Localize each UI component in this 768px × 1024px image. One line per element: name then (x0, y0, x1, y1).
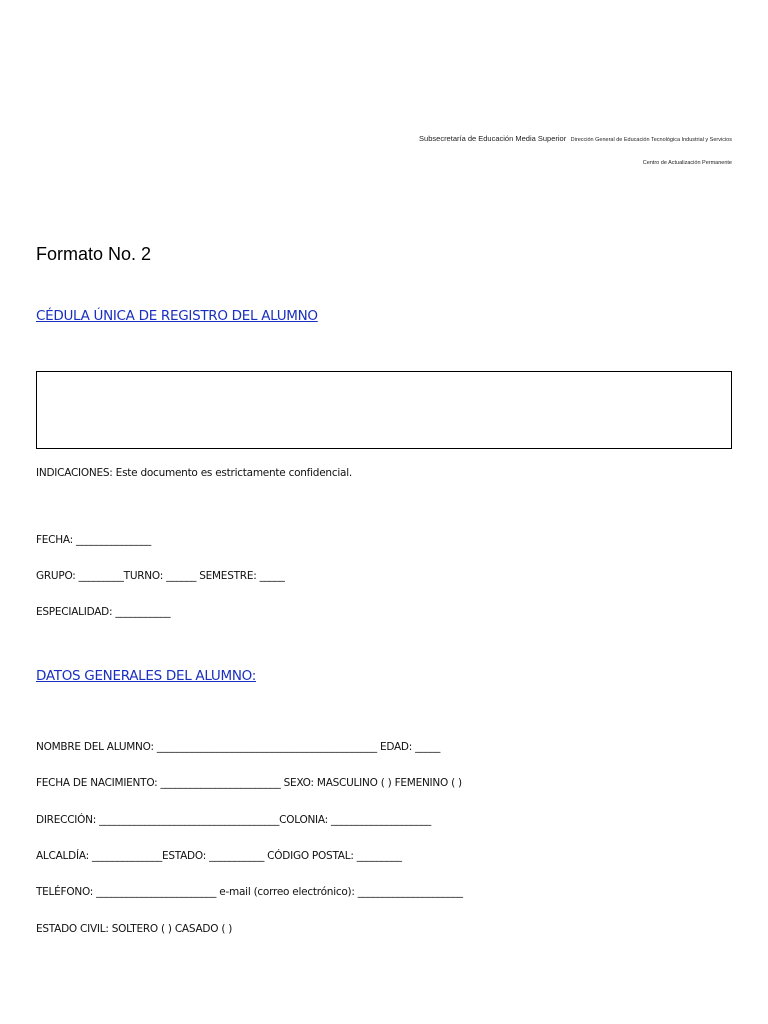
subsecretaria-text: Subsecretaría de Educación Media Superior (419, 134, 567, 143)
photo-box (36, 371, 732, 449)
direccion-colonia-field: DIRECCIÓN: ____________________________________COLONIA: ____________________ (36, 814, 432, 826)
datos-generales-link[interactable]: DATOS GENERALES DEL ALUMNO: (36, 668, 256, 684)
document-title-link[interactable]: CÉDULA ÚNICA DE REGISTRO DEL ALUMNO (36, 308, 318, 324)
nombre-edad-field: NOMBRE DEL ALUMNO: ____________________________________________ EDAD: _____ (36, 741, 441, 753)
alcaldia-estado-cp-field: ALCALDÍA: ______________ESTADO: ___________ CÓDIGO POSTAL: _________ (36, 850, 402, 862)
fecha-field: FECHA: _______________ (36, 534, 152, 546)
header-line (419, 128, 732, 146)
centro-text: Centro de Actualización Permanente (642, 160, 732, 166)
grupo-turno-semestre-field: GRUPO: _________TURNO: ______ SEMESTRE: _____ (36, 570, 285, 582)
estado-civil-field: ESTADO CIVIL: SOLTERO ( ) CASADO ( ) (36, 923, 233, 935)
nacimiento-sexo-field: FECHA DE NACIMIENTO: ________________________ SEXO: MASCULINO ( ) FEMENINO ( ) (36, 777, 462, 789)
telefono-email-field: TELÉFONO: ________________________ e-mail (correo electrónico): _____________________ (36, 886, 463, 898)
direccion-text: Dirección General de Educación Tecnológica Industrial y Servicios (570, 137, 732, 143)
especialidad-field: ESPECIALIDAD: ___________ (36, 606, 171, 618)
formato-title: Formato No. 2 (36, 244, 152, 264)
indicaciones-text: INDICACIONES: Este documento es estrictamente confidencial. (36, 467, 352, 479)
